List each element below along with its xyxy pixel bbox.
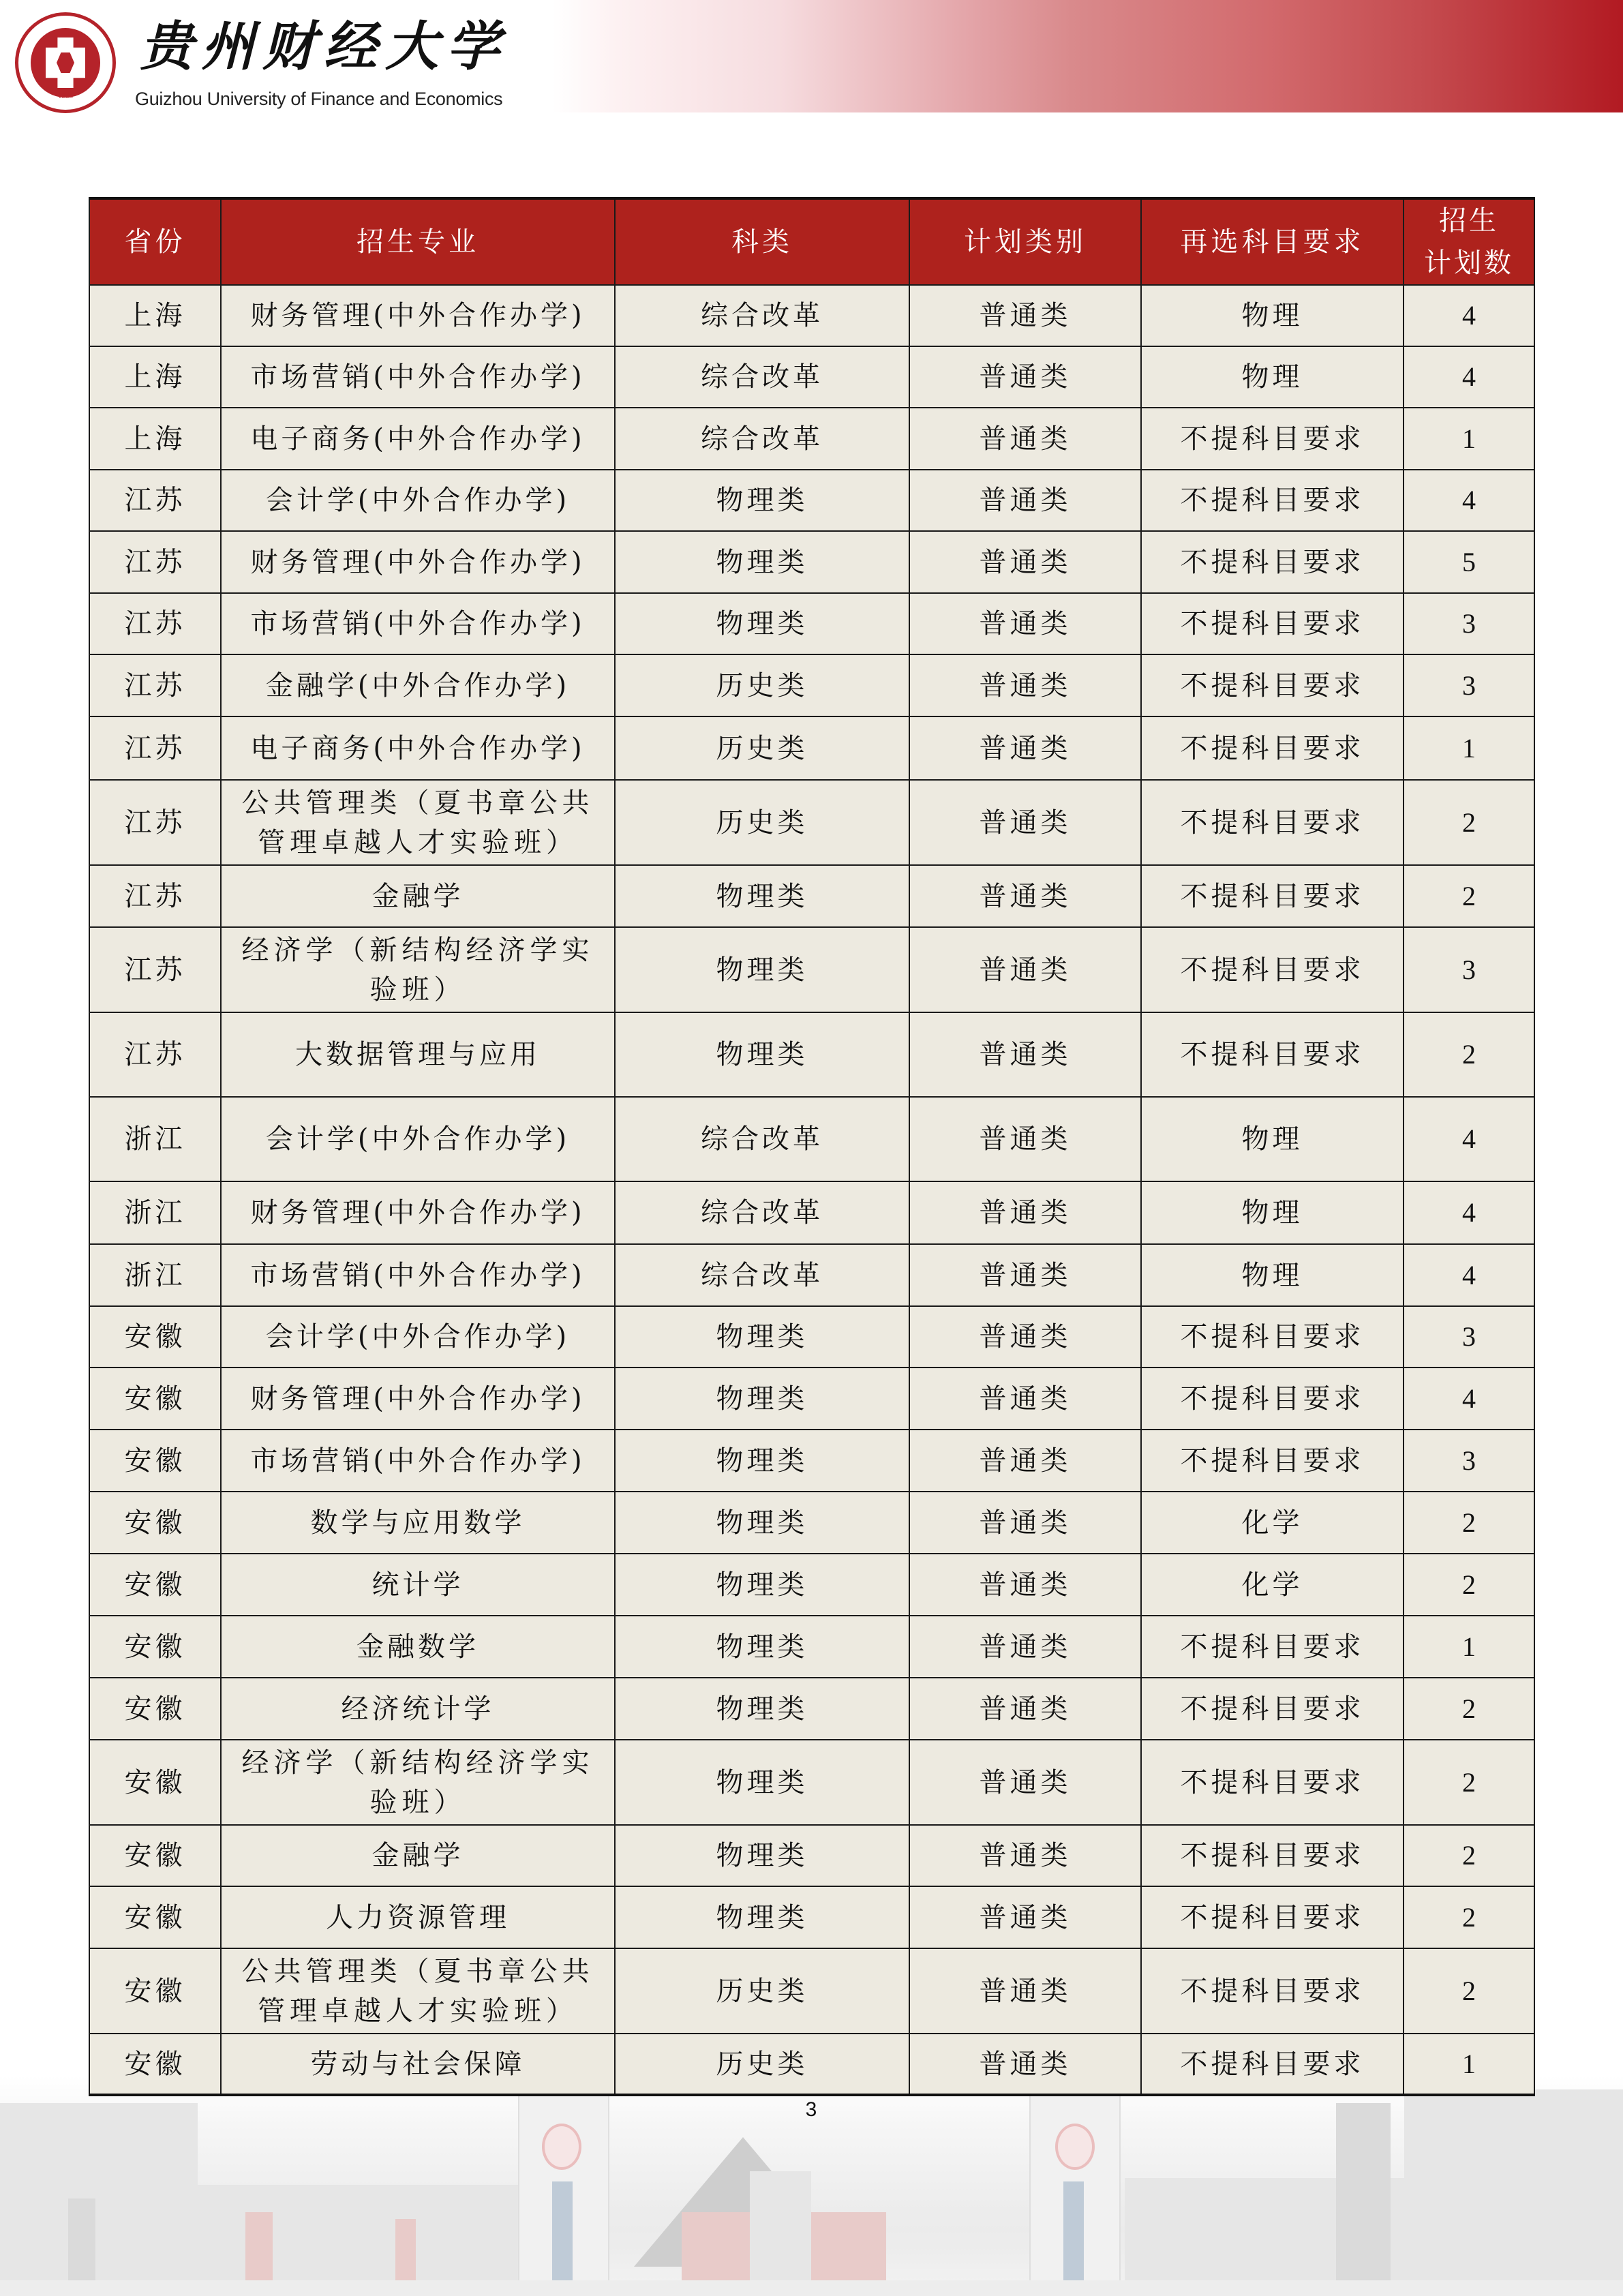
major-cell: 经济学（新结构经济学实验班）: [221, 927, 615, 1012]
province-cell: 安徽: [89, 1886, 221, 1948]
plan-count-cell: 1: [1404, 1616, 1534, 1678]
plan-count-cell: 3: [1404, 927, 1534, 1012]
university-name-cn: 贵州财经大学: [140, 16, 509, 78]
subject-requirement-cell: 物理: [1141, 285, 1404, 346]
plan-type-cell: 普通类: [909, 927, 1141, 1012]
major-cell: 统计学: [221, 1554, 615, 1616]
plan-type-cell: 普通类: [909, 1678, 1141, 1740]
major-cell: 劳动与社会保障: [221, 2034, 615, 2095]
plan-type-cell: 普通类: [909, 408, 1141, 470]
category-cell: 历史类: [615, 654, 909, 716]
province-cell: 江苏: [89, 531, 221, 593]
table-row: [89, 1678, 1534, 1740]
plan-count-cell: 2: [1404, 1012, 1534, 1097]
plan-type-cell: 普通类: [909, 1012, 1141, 1097]
plan-type-cell: 普通类: [909, 1368, 1141, 1430]
table-row: [89, 1554, 1534, 1616]
table-row: [89, 780, 1534, 865]
table-row: [89, 593, 1534, 654]
subject-requirement-cell: 不提科目要求: [1141, 780, 1404, 865]
seal-emblem-icon: [31, 28, 100, 97]
major-cell: 会计学(中外合作办学): [221, 1097, 615, 1181]
plan-type-cell: 普通类: [909, 1616, 1141, 1678]
column-header-plan-count-line2: 计划数: [1424, 247, 1514, 279]
subject-requirement-cell: 不提科目要求: [1141, 1678, 1404, 1740]
province-cell: 安徽: [89, 1948, 221, 2034]
subject-requirement-cell: 不提科目要求: [1141, 1012, 1404, 1097]
plan-count-cell: 2: [1404, 1492, 1534, 1554]
subject-requirement-cell: 不提科目要求: [1141, 1616, 1404, 1678]
plan-type-cell: 普通类: [909, 780, 1141, 865]
major-cell: 金融学: [221, 1825, 615, 1886]
university-name-en: Guizhou University of Finance and Economics: [135, 89, 503, 109]
major-cell: 公共管理类（夏书章公共管理卓越人才实验班）: [221, 1948, 615, 2034]
major-cell: 市场营销(中外合作办学): [221, 1244, 615, 1306]
plan-count-cell: 2: [1404, 780, 1534, 865]
category-cell: 综合改革: [615, 346, 909, 408]
plan-type-cell: 普通类: [909, 1181, 1141, 1244]
subject-requirement-cell: 不提科目要求: [1141, 865, 1404, 927]
major-cell: 市场营销(中外合作办学): [221, 346, 615, 408]
major-cell: 市场营销(中外合作办学): [221, 1430, 615, 1492]
category-cell: 物理类: [615, 1678, 909, 1740]
major-cell: 财务管理(中外合作办学): [221, 285, 615, 346]
category-cell: 历史类: [615, 716, 909, 780]
enrollment-plan-table: [89, 197, 1535, 2096]
subject-requirement-cell: 不提科目要求: [1141, 1740, 1404, 1825]
table-header-row: [89, 198, 1534, 285]
province-cell: 安徽: [89, 1306, 221, 1368]
plan-type-cell: 普通类: [909, 285, 1141, 346]
category-cell: 物理类: [615, 593, 909, 654]
subject-requirement-cell: 不提科目要求: [1141, 716, 1404, 780]
plan-count-cell: 2: [1404, 1678, 1534, 1740]
subject-requirement-cell: 不提科目要求: [1141, 1948, 1404, 2034]
province-cell: 上海: [89, 408, 221, 470]
subject-requirement-cell: 不提科目要求: [1141, 1825, 1404, 1886]
subject-requirement-cell: 不提科目要求: [1141, 593, 1404, 654]
subject-requirement-cell: 不提科目要求: [1141, 1886, 1404, 1948]
subject-requirement-cell: 不提科目要求: [1141, 531, 1404, 593]
plan-type-cell: 普通类: [909, 346, 1141, 408]
plan-count-cell: 4: [1404, 1097, 1534, 1181]
column-header-major: 招生专业: [221, 198, 615, 285]
plan-count-cell: 2: [1404, 1886, 1534, 1948]
plan-count-cell: 4: [1404, 285, 1534, 346]
category-cell: 综合改革: [615, 1181, 909, 1244]
category-cell: 物理类: [615, 1306, 909, 1368]
table-row: [89, 2034, 1534, 2095]
plan-count-cell: 5: [1404, 531, 1534, 593]
subject-requirement-cell: 不提科目要求: [1141, 408, 1404, 470]
province-cell: 江苏: [89, 865, 221, 927]
plan-type-cell: 普通类: [909, 865, 1141, 927]
table-row: [89, 865, 1534, 927]
table-body: [89, 285, 1534, 2095]
plan-count-cell: 3: [1404, 1430, 1534, 1492]
seal-year: 1958: [58, 92, 73, 100]
table-row: [89, 1616, 1534, 1678]
plan-count-cell: 4: [1404, 470, 1534, 531]
table-row: [89, 1368, 1534, 1430]
plan-type-cell: 普通类: [909, 1430, 1141, 1492]
plan-type-cell: 普通类: [909, 1886, 1141, 1948]
table-row: [89, 1244, 1534, 1306]
table-row: [89, 927, 1534, 1012]
province-cell: 安徽: [89, 1825, 221, 1886]
province-cell: 安徽: [89, 1430, 221, 1492]
plan-count-cell: 3: [1404, 593, 1534, 654]
plan-type-cell: 普通类: [909, 716, 1141, 780]
province-cell: 江苏: [89, 780, 221, 865]
column-header-province: 省份: [89, 198, 221, 285]
subject-requirement-cell: 不提科目要求: [1141, 1368, 1404, 1430]
major-cell: 金融数学: [221, 1616, 615, 1678]
category-cell: 物理类: [615, 1554, 909, 1616]
category-cell: 物理类: [615, 1012, 909, 1097]
major-cell: 金融学(中外合作办学): [221, 654, 615, 716]
category-cell: 物理类: [615, 1825, 909, 1886]
column-header-category: 科类: [615, 198, 909, 285]
major-cell: 数学与应用数学: [221, 1492, 615, 1554]
table-row: [89, 1012, 1534, 1097]
major-cell: 会计学(中外合作办学): [221, 1306, 615, 1368]
table-row: [89, 654, 1534, 716]
table-row: [89, 346, 1534, 408]
table-row: [89, 1181, 1534, 1244]
category-cell: 物理类: [615, 1368, 909, 1430]
plan-count-cell: 3: [1404, 1306, 1534, 1368]
province-cell: 安徽: [89, 1492, 221, 1554]
province-cell: 江苏: [89, 654, 221, 716]
major-cell: 人力资源管理: [221, 1886, 615, 1948]
province-cell: 江苏: [89, 716, 221, 780]
plan-count-cell: 2: [1404, 1948, 1534, 2034]
subject-requirement-cell: 物理: [1141, 1097, 1404, 1181]
plan-type-cell: 普通类: [909, 1740, 1141, 1825]
table-row: [89, 531, 1534, 593]
province-cell: 安徽: [89, 1368, 221, 1430]
category-cell: 物理类: [615, 1616, 909, 1678]
plan-type-cell: 普通类: [909, 2034, 1141, 2095]
major-cell: 市场营销(中外合作办学): [221, 593, 615, 654]
plan-type-cell: 普通类: [909, 470, 1141, 531]
category-cell: 综合改革: [615, 1097, 909, 1181]
plan-count-cell: 2: [1404, 1825, 1534, 1886]
province-cell: 安徽: [89, 1740, 221, 1825]
table-row: [89, 1097, 1534, 1181]
province-cell: 上海: [89, 346, 221, 408]
plan-count-cell: 2: [1404, 865, 1534, 927]
province-cell: 上海: [89, 285, 221, 346]
province-cell: 浙江: [89, 1181, 221, 1244]
category-cell: 综合改革: [615, 285, 909, 346]
plan-count-cell: 2: [1404, 1554, 1534, 1616]
university-seal-icon: [15, 12, 116, 113]
plan-count-cell: 2: [1404, 1740, 1534, 1825]
plan-type-cell: 普通类: [909, 1554, 1141, 1616]
table-row: [89, 1825, 1534, 1886]
plan-count-cell: 1: [1404, 2034, 1534, 2095]
subject-requirement-cell: 不提科目要求: [1141, 927, 1404, 1012]
subject-requirement-cell: 不提科目要求: [1141, 1430, 1404, 1492]
plan-count-cell: 4: [1404, 1368, 1534, 1430]
subject-requirement-cell: 不提科目要求: [1141, 654, 1404, 716]
plan-count-cell: 1: [1404, 716, 1534, 780]
subject-requirement-cell: 不提科目要求: [1141, 2034, 1404, 2095]
subject-requirement-cell: 化学: [1141, 1492, 1404, 1554]
column-header-plan-type: 计划类别: [909, 198, 1141, 285]
category-cell: 历史类: [615, 780, 909, 865]
table-row: [89, 1306, 1534, 1368]
subject-requirement-cell: 不提科目要求: [1141, 1306, 1404, 1368]
major-cell: 财务管理(中外合作办学): [221, 1368, 615, 1430]
category-cell: 物理类: [615, 1492, 909, 1554]
table-row: [89, 408, 1534, 470]
category-cell: 物理类: [615, 1430, 909, 1492]
category-cell: 物理类: [615, 865, 909, 927]
province-cell: 安徽: [89, 1554, 221, 1616]
major-cell: 会计学(中外合作办学): [221, 470, 615, 531]
major-cell: 电子商务(中外合作办学): [221, 716, 615, 780]
category-cell: 物理类: [615, 927, 909, 1012]
table-row: [89, 470, 1534, 531]
category-cell: 物理类: [615, 1886, 909, 1948]
table-row: [89, 1886, 1534, 1948]
table-row: [89, 1740, 1534, 1825]
category-cell: 物理类: [615, 531, 909, 593]
column-header-plan-count: [1404, 198, 1534, 285]
major-cell: 公共管理类（夏书章公共管理卓越人才实验班）: [221, 780, 615, 865]
subject-requirement-cell: 化学: [1141, 1554, 1404, 1616]
table-row: [89, 285, 1534, 346]
plan-count-cell: 1: [1404, 408, 1534, 470]
province-cell: 安徽: [89, 1616, 221, 1678]
province-cell: 浙江: [89, 1244, 221, 1306]
plan-type-cell: 普通类: [909, 1948, 1141, 2034]
category-cell: 历史类: [615, 2034, 909, 2095]
column-header-subject-requirement: 再选科目要求: [1141, 198, 1404, 285]
plan-type-cell: 普通类: [909, 1306, 1141, 1368]
major-cell: 经济学（新结构经济学实验班）: [221, 1740, 615, 1825]
table-row: [89, 1430, 1534, 1492]
plan-type-cell: 普通类: [909, 531, 1141, 593]
plan-type-cell: 普通类: [909, 1244, 1141, 1306]
subject-requirement-cell: 不提科目要求: [1141, 470, 1404, 531]
plan-count-cell: 3: [1404, 654, 1534, 716]
major-cell: 财务管理(中外合作办学): [221, 531, 615, 593]
table-row: [89, 716, 1534, 780]
major-cell: 大数据管理与应用: [221, 1012, 615, 1097]
plan-count-cell: 4: [1404, 1244, 1534, 1306]
table-row: [89, 1948, 1534, 2034]
province-cell: 江苏: [89, 927, 221, 1012]
province-cell: 江苏: [89, 1012, 221, 1097]
page-number: 3: [805, 2098, 817, 2121]
plan-type-cell: 普通类: [909, 1097, 1141, 1181]
major-cell: 金融学: [221, 865, 615, 927]
category-cell: 物理类: [615, 1740, 909, 1825]
plan-count-cell: 4: [1404, 346, 1534, 408]
major-cell: 财务管理(中外合作办学): [221, 1181, 615, 1244]
province-cell: 浙江: [89, 1097, 221, 1181]
plan-type-cell: 普通类: [909, 593, 1141, 654]
province-cell: 安徽: [89, 2034, 221, 2095]
category-cell: 综合改革: [615, 408, 909, 470]
major-cell: 电子商务(中外合作办学): [221, 408, 615, 470]
subject-requirement-cell: 物理: [1141, 1244, 1404, 1306]
category-cell: 综合改革: [615, 1244, 909, 1306]
province-cell: 江苏: [89, 470, 221, 531]
table-row: [89, 1492, 1534, 1554]
category-cell: 物理类: [615, 470, 909, 531]
plan-type-cell: 普通类: [909, 1492, 1141, 1554]
province-cell: 安徽: [89, 1678, 221, 1740]
major-cell: 经济统计学: [221, 1678, 615, 1740]
subject-requirement-cell: 物理: [1141, 346, 1404, 408]
subject-requirement-cell: 物理: [1141, 1181, 1404, 1244]
column-header-plan-count-line1: 招生: [1439, 205, 1499, 237]
plan-type-cell: 普通类: [909, 654, 1141, 716]
category-cell: 历史类: [615, 1948, 909, 2034]
plan-count-cell: 4: [1404, 1181, 1534, 1244]
plan-type-cell: 普通类: [909, 1825, 1141, 1886]
province-cell: 江苏: [89, 593, 221, 654]
